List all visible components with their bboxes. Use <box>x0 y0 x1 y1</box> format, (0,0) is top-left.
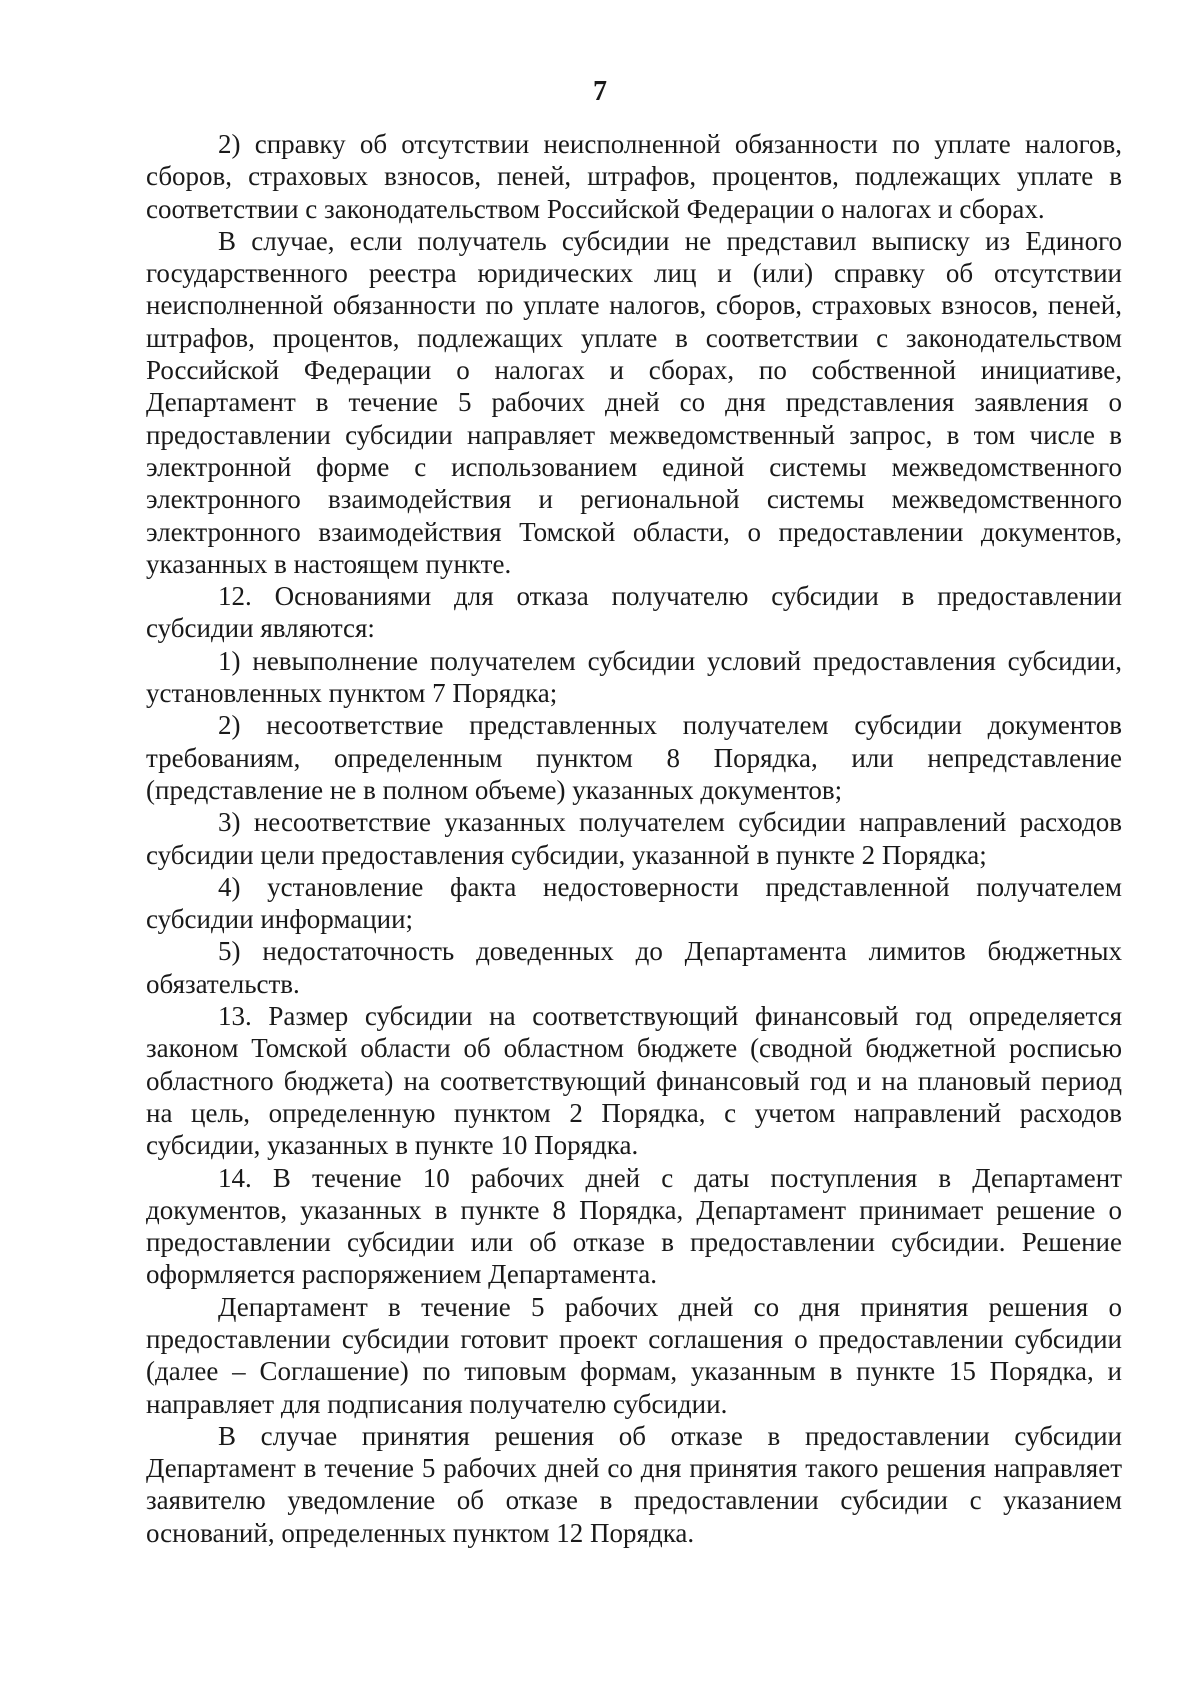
paragraph-agreement-preparation: Департамент в течение 5 рабочих дней со дня принятия решения о предоставлении субсидии готовит проект соглашения о предоставлении субсидии (далее – Соглашение) по типовым формам, указанным в пункте 15 Порядка, и направляет для подписания получателю субсидии. <box>146 1291 1122 1419</box>
paragraph-clause-12-item-1: 1) невыполнение получателем субсидии условий предоставления субсидии, установленных пунктом 7 Порядка; <box>146 645 1122 709</box>
document-body <box>146 128 1122 1549</box>
paragraph-refusal-notice: В случае принятия решения об отказе в предоставлении субсидии Департамент в течение 5 рабочих дней со дня принятия такого решения направляет заявителю уведомление об отказе в предоставлении субсидии с указанием оснований, определенных пунктом 12 Порядка. <box>146 1420 1122 1548</box>
page-number: 7 <box>593 76 607 107</box>
paragraph-clause-12-item-5: 5) недостаточность доведенных до Департамента лимитов бюджетных обязательств. <box>146 936 1122 999</box>
paragraph-clause-12-item-3: 3) несоответствие указанных получателем субсидии направлений расходов субсидии цели предоставления субсидии, указанной в пункте 2 Порядка; <box>146 807 1122 870</box>
paragraph-interdepartmental-request: В случае, если получатель субсидии не представил выписку из Единого государственного реестра юридических лиц и (или) справку об отсутствии неисполненной обязанности по уплате налогов, сборов, страховых взносов, пеней, штрафов, процентов, подлежащих уплате в соответствии с законодательством Российской Федерации о налогах и сборах, по собственной инициативе, Департамент в течение 5 рабочих дней со дня представления заявления о предоставлении субсидии направляет межведомственный запрос, в том числе в электронной форме с использованием единой системы межведомственного электронного взаимодействия и региональной системы межведомственного электронного взаимодействия Томской области, о предоставлении документов, указанных в настоящем пункте. <box>146 225 1122 579</box>
paragraph-clause-12-item-4: 4) установление факта недостоверности представленной получателем субсидии информации; <box>146 871 1122 935</box>
paragraph-clause-12-item-2: 2) несоответствие представленных получателем субсидии документов требованиям, определенным пунктом 8 Порядка, или непредставление (представление не в полном объеме) указанных документов; <box>146 710 1122 805</box>
paragraph-clause-14: 14. В течение 10 рабочих дней с даты поступления в Департамент документов, указанных в пункте 8 Порядка, Департамент принимает решение о предоставлении субсидии или об отказе в предоставлении субсидии. Решение оформляется распоряжением Департамента. <box>146 1162 1122 1290</box>
paragraph-clause-11-item-2: 2) справку об отсутствии неисполненной обязанности по уплате налогов, сборов, страховых взносов, пеней, штрафов, процентов, подлежащих уплате в соответствии с законодательством Российской Федерации о налогах и сборах. <box>146 129 1122 224</box>
paragraph-clause-13: 13. Размер субсидии на соответствующий финансовый год определяется законом Томской области об областном бюджете (сводной бюджетной росписью областного бюджета) на соответствующий финансовый год и на плановый период на цель, определенную пунктом 2 Порядка, с учетом направлений расходов субсидии, указанных в пункте 10 Порядка. <box>146 1001 1122 1161</box>
paragraph-clause-12: 12. Основаниями для отказа получателю субсидии в предоставлении субсидии являются: <box>146 581 1122 644</box>
